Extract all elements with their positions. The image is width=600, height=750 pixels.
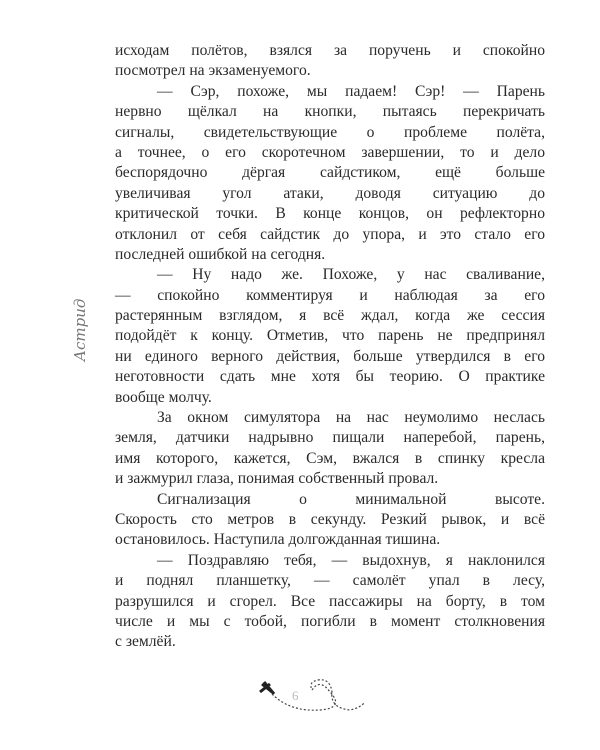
text-line: вообще молчу. bbox=[115, 388, 212, 406]
paragraph bbox=[115, 551, 545, 653]
text-line: имя которого, кажется, Сэм, вжался в спинку кресла bbox=[115, 449, 545, 467]
text-line: — Ну надо же. Похоже, у нас сваливание, bbox=[157, 266, 545, 284]
text-line: Сигнализация о минимальной высоте. bbox=[157, 490, 545, 508]
text-line: За окном симулятора на нас неумолимо неслась bbox=[157, 409, 545, 427]
paragraph bbox=[115, 82, 545, 266]
text-line: — Поздравляю тебя, — выдохнув, я наклонился bbox=[157, 551, 545, 569]
text-line: критической точки. В конце концов, он рефлекторно bbox=[115, 205, 545, 223]
paragraph bbox=[115, 408, 545, 490]
text-line: — спокойно комментируя и наблюдая за его bbox=[115, 286, 545, 304]
text-line: растерянным взглядом, я всё ждал, когда же сессия bbox=[115, 307, 545, 325]
body-text bbox=[115, 41, 545, 653]
running-title: Астрид bbox=[71, 298, 89, 362]
text-line: сигналы, свидетельствующие о проблеме полёта, bbox=[115, 123, 545, 141]
text-line: а точнее, о его скоротечном завершении, то и дело bbox=[115, 143, 545, 161]
text-line: подойдёт к концу. Отметив, что парень не предпринял bbox=[115, 327, 545, 345]
text-line: увеличивая угол атаки, доводя ситуацию до bbox=[115, 184, 545, 202]
text-line: исходам полётов, взялся за поручень и спокойно bbox=[115, 42, 545, 59]
text-line: последней ошибкой на сегодня. bbox=[115, 245, 326, 263]
page-number: 6 bbox=[292, 688, 299, 703]
paragraph bbox=[115, 41, 545, 82]
text-line: ни единого верного действия, больше утвердился в его bbox=[115, 347, 545, 365]
text-line: беспорядочно дёргая сайдстиком, ещё больше bbox=[115, 164, 545, 182]
text-line: Скорость сто метров в секунду. Резкий рывок, и всё bbox=[115, 510, 545, 528]
text-line: разрушился и сгорел. Все пассажиры на борту, в том bbox=[115, 592, 545, 610]
paragraph bbox=[115, 490, 545, 551]
text-line: остановилось. Наступила долгожданная тишина. bbox=[115, 531, 441, 549]
text-line: с землёй. bbox=[115, 633, 176, 651]
text-line: неготовности сдать мне хотя бы теорию. О практике bbox=[115, 368, 545, 386]
text-line: и поднял планшетку, — самолёт упал в лесу, bbox=[115, 572, 545, 590]
text-line: — Сэр, похоже, мы падаем! Сэр! — Парень bbox=[157, 82, 545, 100]
text-line: земля, датчики надрывно пищали наперебой, парень, bbox=[115, 429, 545, 447]
paragraph bbox=[115, 265, 545, 408]
text-line: и зажмурил глаза, понимая собственный провал. bbox=[115, 470, 439, 488]
text-line: нервно щёлкал на кнопки, пытаясь перекричать bbox=[115, 103, 545, 121]
text-line: числе и мы с тобой, погибли в момент столкновения bbox=[115, 612, 545, 630]
text-line: отклонил от себя сайдстик до упора, и это стало его bbox=[115, 225, 545, 243]
text-line: посмотрел на экзаменуемого. bbox=[115, 62, 311, 80]
plane-heart-ornament-icon bbox=[250, 670, 370, 720]
